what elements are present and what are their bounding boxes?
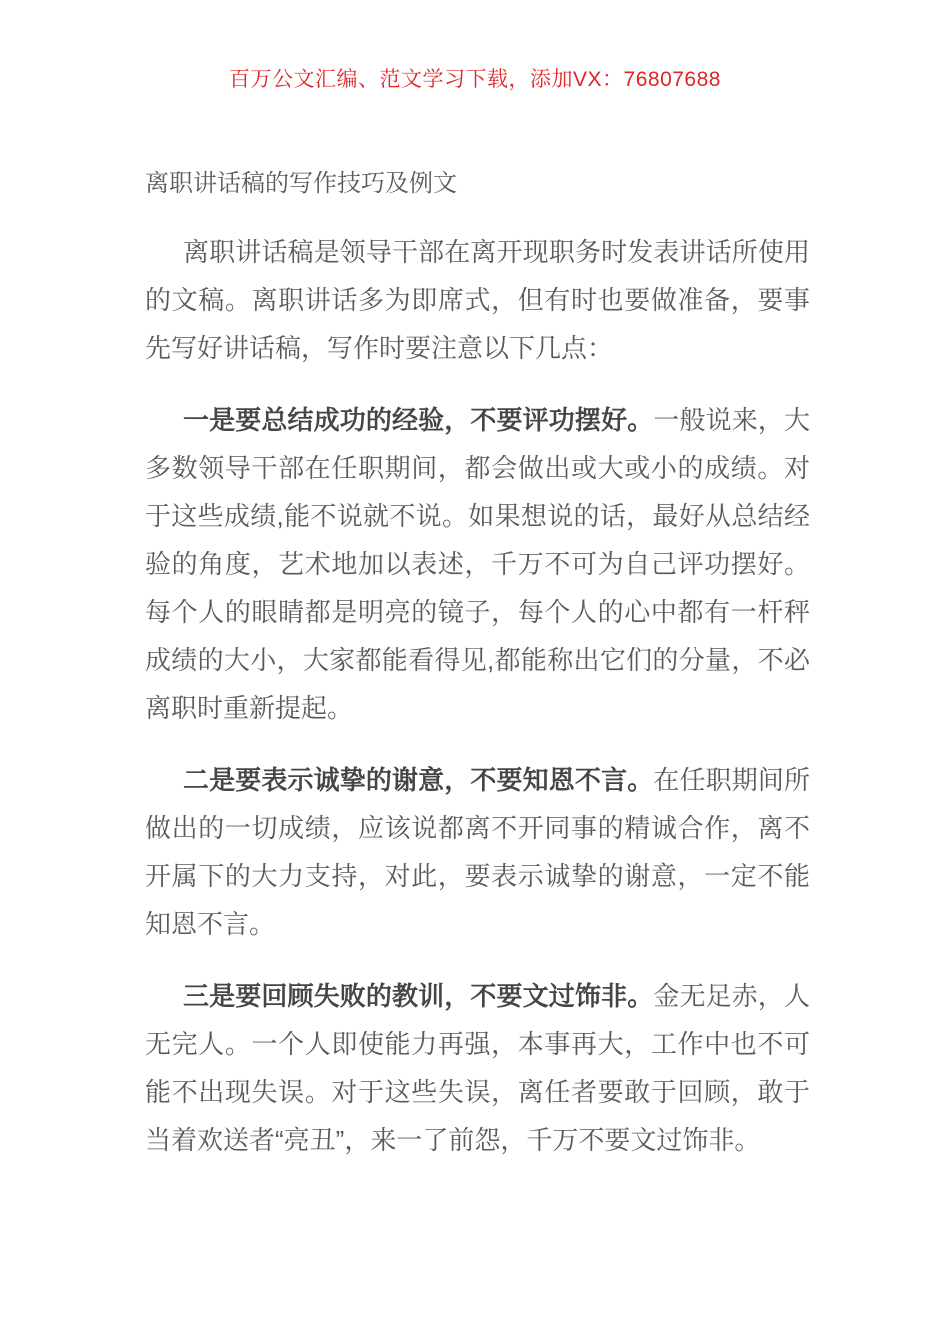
page-title: 离职讲话稿的写作技巧及例文 [145,170,457,197]
paragraph-lead: 三是要回顾失败的教训，不要文过饰非。 [183,981,654,1011]
promo-notice: 百万公文汇编、范文学习下载，添加VX：76807688 [229,68,721,91]
paragraph-text: 金无足赤，人无完人。一个人即使能力再强，本事再大，工作中也不可能不出现失误。对于这些失误，离任者要敢于回顾，敢于当着欢送者“亮丑”，来一了前怨，千万不要文过饰非。 [145,981,810,1155]
paragraph [145,228,810,372]
paragraph-text: 在任职期间所做出的一切成绩，应该说都离不开同事的精诚合作，离不开属下的大力支持，对此，要表示诚挚的谢意，一定不能知恩不言。 [145,765,810,939]
paragraphs [145,228,810,1164]
paragraph-lead: 一是要总结成功的经验，不要评功摆好。 [183,405,654,435]
paragraph-lead: 二是要表示诚挚的谢意，不要知恩不言。 [183,765,654,795]
paragraph [145,972,810,1164]
paragraph-text: 一般说来，大多数领导干部在任职期间，都会做出或大或小的成绩。对于这些成绩,能不说就不说。如果想说的话，最好从总结经验的角度，艺术地加以表述，千万不可为自己评功摆好。每个人的眼睛都是明亮的镜子，每个人的心中都有一杆秤成绩的大小，大家都能看得见,都能称出它们的分量，不必离职时重新提起。 [145,405,810,723]
paragraph [145,756,810,948]
paragraph [145,396,810,732]
paragraph-text: 离职讲话稿是领导干部在离开现职务时发表讲话所使用的文稿。离职讲话多为即席式，但有时也要做准备，要事先写好讲话稿，写作时要注意以下几点： [145,237,810,363]
